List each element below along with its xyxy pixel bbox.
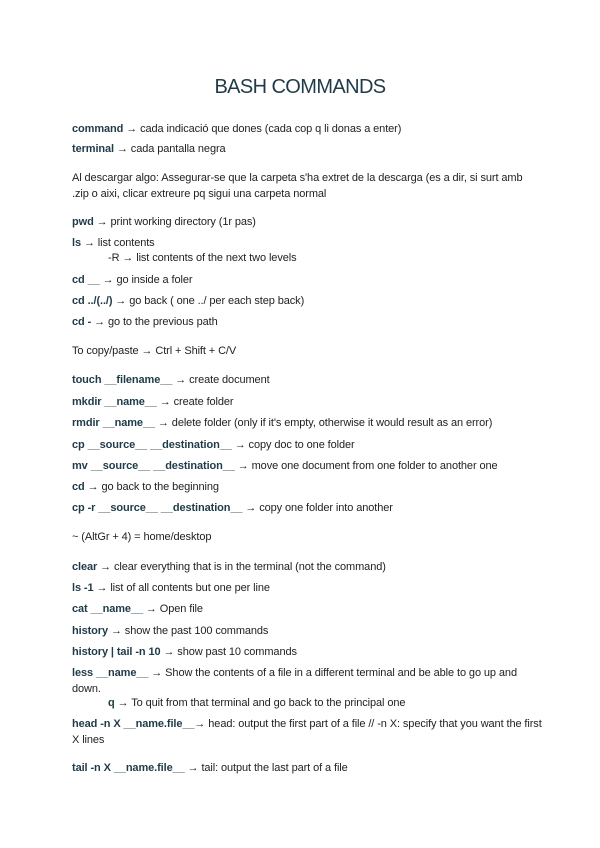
command-keyword: terminal bbox=[72, 143, 114, 155]
line-mkdir bbox=[72, 394, 542, 410]
line-text: → show the past 100 commands bbox=[107, 625, 269, 637]
line-clear bbox=[72, 559, 542, 575]
line-text: → To quit from that terminal and go back to the principal one bbox=[114, 697, 406, 709]
line-head bbox=[72, 716, 542, 748]
line-text: → list contents bbox=[80, 237, 155, 249]
command-keyword: cd __ bbox=[72, 274, 100, 286]
command-keyword: mkdir __name__ bbox=[72, 396, 157, 408]
line-text: → go to the previous path bbox=[91, 316, 218, 328]
line-text: → go inside a foler bbox=[99, 274, 193, 286]
command-keyword: mv __source__ __destination__ bbox=[72, 460, 235, 472]
line-cd-home bbox=[72, 479, 542, 495]
line-ls-1 bbox=[72, 580, 542, 596]
line-text: → tail: output the last part of a file bbox=[184, 762, 348, 774]
line-text: → head: output the first part of a file // -n X: specify that you want the first X lines bbox=[72, 718, 542, 746]
line-text: → Show the contents of a file in a different terminal and be able to go up and down. bbox=[72, 667, 517, 695]
line-cp bbox=[72, 437, 542, 453]
line-text: ~ (AltGr + 4) = home/desktop bbox=[72, 531, 212, 543]
line-text: → create folder bbox=[156, 396, 234, 408]
line-history-tail bbox=[72, 644, 542, 660]
line-touch bbox=[72, 372, 542, 388]
line-tail bbox=[72, 760, 542, 776]
line-cd-back bbox=[72, 293, 542, 309]
line-text: → Open file bbox=[142, 603, 203, 615]
command-keyword: cd - bbox=[72, 316, 92, 328]
line-text: → copy doc to one folder bbox=[231, 439, 355, 451]
line-text: → go back to the beginning bbox=[84, 481, 219, 493]
command-keyword: q bbox=[108, 697, 115, 709]
command-keyword: cp __source__ __destination__ bbox=[72, 439, 232, 451]
line-text: → cada pantalla negra bbox=[114, 143, 226, 155]
line-download-note bbox=[72, 170, 542, 202]
line-text: → list of all contents but one per line bbox=[93, 582, 270, 594]
line-text: → move one document from one folder to another one bbox=[234, 460, 498, 472]
command-keyword: clear bbox=[72, 561, 98, 573]
line-text: → delete folder (only if it's empty, otherwise it would result as an error) bbox=[154, 417, 493, 429]
line-history bbox=[72, 623, 542, 639]
command-keyword: command bbox=[72, 123, 124, 135]
command-keyword: history | tail -n 10 bbox=[72, 646, 161, 658]
line-rmdir bbox=[72, 415, 542, 431]
line-copy-paste bbox=[72, 343, 542, 359]
page-title: BASH COMMANDS bbox=[214, 76, 386, 98]
line-terminal bbox=[72, 141, 542, 157]
line-cat bbox=[72, 601, 542, 617]
line-text: → print working directory (1r pas) bbox=[93, 216, 256, 228]
line-pwd bbox=[72, 214, 542, 230]
line-cd-previous bbox=[72, 314, 542, 330]
line-less bbox=[72, 665, 542, 697]
line-text: Al descargar algo: Assegurar-se que la carpeta s'ha extret de la descarga (es a dir, si surt amb .zip o aixi, clicar extreure pq sigui una carpeta normal bbox=[72, 172, 523, 200]
command-keyword: cat __name__ bbox=[72, 603, 143, 615]
line-text: To copy/paste → Ctrl + Shift + C/V bbox=[72, 345, 237, 357]
command-keyword: rmdir __name__ bbox=[72, 417, 155, 429]
command-keyword: cp -r __source__ __destination__ bbox=[72, 502, 243, 514]
command-keyword: touch __filename__ bbox=[72, 374, 173, 386]
line-text: → copy one folder into another bbox=[242, 502, 393, 514]
command-keyword: ls -1 bbox=[72, 582, 94, 594]
line-cp-r bbox=[72, 500, 542, 516]
line-text: → go back ( one ../ per each step back) bbox=[112, 295, 305, 307]
line-text: -R → list contents of the next two levels bbox=[108, 252, 297, 264]
command-keyword: head -n X __name.file__ bbox=[72, 718, 195, 730]
command-keyword: ls bbox=[72, 237, 81, 249]
line-text: → create document bbox=[172, 374, 270, 386]
command-keyword: history bbox=[72, 625, 108, 637]
line-ls bbox=[72, 235, 542, 251]
line-cd bbox=[72, 272, 542, 288]
line-text: → show past 10 commands bbox=[160, 646, 297, 658]
line-tilde bbox=[72, 529, 542, 545]
line-text: → cada indicació que dones (cada cop q li donas a enter) bbox=[123, 123, 402, 135]
command-keyword: pwd bbox=[72, 216, 94, 228]
line-text: → clear everything that is in the terminal (not the command) bbox=[97, 561, 386, 573]
command-keyword: cd ../(../) bbox=[72, 295, 113, 307]
command-keyword: tail -n X __name.file__ bbox=[72, 762, 185, 774]
line-ls-R bbox=[108, 250, 578, 266]
command-keyword: cd bbox=[72, 481, 85, 493]
line-command bbox=[72, 121, 542, 137]
line-q bbox=[108, 695, 578, 711]
command-keyword: less __name__ bbox=[72, 667, 149, 679]
line-mv bbox=[72, 458, 542, 474]
